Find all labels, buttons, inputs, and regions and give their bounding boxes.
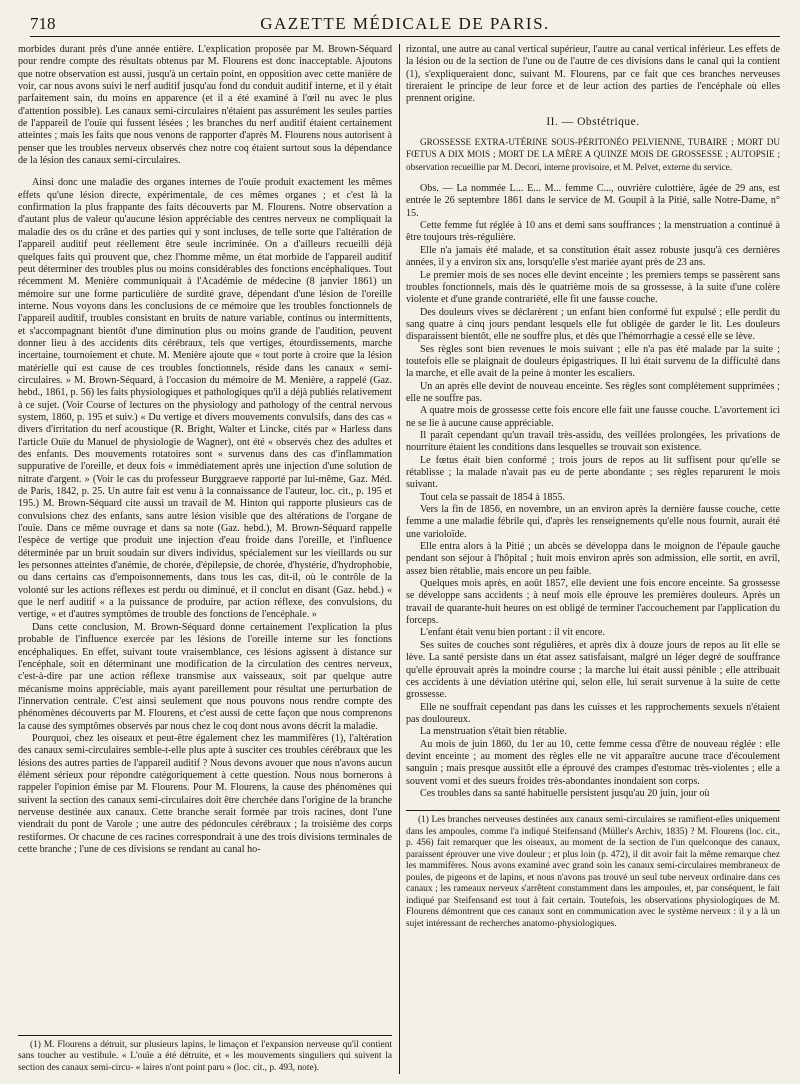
case-paragraph: Des douleurs vives se déclarèrent ; un enfant bien conformé fut expulsé ; elle perdit du sang quatre à cinq jours pendant lesquels elle fut obligée de garder le lit. Les douleurs disparaissent bientôt, elle ne souffre plus, et dès que l'hémorrhagie a cessé elle se lève.	[406, 306, 780, 343]
left-paragraph-1: morbides durant près d'une année entière. L'explication proposée par M. Brown-Séquard pour rendre compte des résultats obtenus par M. Flourens est donc inacceptable. Ajoutons que notre observation est aussi, jusqu'à un certain point, en opposition avec cette manière de voir, car nous avons suivi le nerf auditif jusqu'au fond du conduit auditif interne, et il y était parfaitement sain, du moins en apparence (et il a été examiné à l'œil nu avec le plus d'attention possible). Les canaux semi-circulaires n'étaient pas assurément les seules parties de l'appareil de l'ouïe qui fussent lésées ; les branches du nerf auditif étaient certainement atteintes ; mais les faits que nous venons de rapporter d'après M. Flourens nous autorisent à penser que les troubles nerveux observés chez notre coq étaient surtout sous la dépendance de la lésion des canaux semi-circulaires.	[18, 44, 392, 167]
left-footnotes	[18, 1035, 392, 1075]
case-paragraph: Tout cela se passait de 1854 à 1855.	[420, 491, 566, 503]
page-number: 718	[30, 14, 56, 33]
case-paragraph: La menstruation s'était bien rétablie.	[420, 726, 567, 738]
right-footnote-1: (1) Les branches nerveuses destinées aux canaux semi-circulaires se ramifient-elles uniquement dans les ampoules, comme l'a indiqué Steifensand (Müller's Archiv, 1835) ? M. Flourens (loc. cit., p. 456) fait remarquer que les oiseaux, au moment de la section de l'un quelconque des canaux, paraissent éprouver une vive douleur ; et plus loin (p. 472), il dit avoir fait la même remarque chez les mammifères. Nous avons examiné avec grand soin les canaux semi-circulaires membraneux de poules, de pigeons et de lapins, et nous n'avons pas trouvé un seul tube nerveux ordinaire dans ces canaux ; les rameaux nerveux s'arrêtent constamment dans les ampoules, et, par conséquent, le fait indiqué par Steifensand est tout à fait certain. Toutefois, les observations physiologiques de M. Flourens démontrent que ces canaux sont en communication avec le système nerveux : il y a là un sujet intéressant de recherches anatomo-physiologiques.	[406, 815, 780, 929]
left-paragraph-2: Ainsi donc une maladie des organes internes de l'ouïe produit exactement les mêmes effets qu'une lésion directe, expérimentale, de ces mêmes organes ; et c'est là la confirmation la plus frappante des faits découverts par M. Flourens. Notre observation a d'autant plus de valeur qu'aucune lésion appréciable des centres nerveux ne compliquait la maladie des os du crâne et des parties qui y sont incluses, de telle sorte que l'altération de l'appareil auditif peut réellement être seule incriminée. On a d'ailleurs recueilli déjà quelques faits qui prouvent que, chez l'homme même, un état morbide de l'appareil auditif peut déterminer des troubles plus ou moins considérables des fonctions encéphaliques. Tout récemment M. Menière communiquait à l'Académie de médecine (8 janvier 1861) un mémoire sur une forme particulière de surdité grave, dépendant d'une lésion de l'oreille interne. Nous voyons dans les conclusions de ce mémoire que les troubles fonctionnels de l'appareil auditif, troubles consistant en bruits de nature variable, continus ou intermittents, et s'accompagnant bientôt d'une diminution plus ou moins grande de l'audition, peuvent donner lieu à des accidents dits cérébraux, tels que vertiges, étourdissements, marche incertaine, tournoiement et chute. M. Menière ajoute que « tout porte à croire que la lésion matérielle qui est cause de ces troubles fonctionnels, réside dans les canaux « semi-circulaires. » M. Brown-Séquard, à l'occasion du mémoire de M. Menière, a rappelé (Gaz. hebd., 1861, p. 56) les faits physiologiques et pathologiques qu'il a déjà publiés relativement à ce sujet. (Voir Course of lectures on the physiology and pathology of the central nervous system, 1860, p. 195 et suiv.) « Du vertige et divers mouvements convulsifs, dans des cas « divers d'irritation du nerf acoustique (R. Bright, Walter et Lincke, cités par « Harless dans l'article Ouïe du Manuel de physiologie de Wagner), ont été « observés chez des adultes et des enfants. Des mouvements rotatoires sont « survenus dans des cas d'inflammation suppurative de l'oreille, et deux fois « immédiatement après une injection d'une solution de nitrate d'argent. » (Voir le cas du professeur Burggraeve rapporté par lui-même, Gaz. Méd. de Paris, 1842, p. 25. Un autre fait est venu à la connaissance de l'auteur, loc. cit., p. 195 et 195.) M. Brown-Séquard cite aussi un travail de M. Hinton qui rapporte plusieurs cas de convulsions chez des enfants, sans autre lésion visible que des altérations de l'organe de l'ouïe. Dans ce même ouvrage et dans sa note (Gaz. hebd.), M. Brown-Séquard rappelle l'espèce de vertige que produit une injection d'eau froide dans l'oreille, et l'influence déterminée par un bruit soudain sur divers individus, spécialement sur les vieillards ou sur les personnes atteintes d'anémie, de chorée, d'épilepsie, de chorée, d'hystérie, d'hydrophobie, ou dans certains cas d'empoisonnements, dans tous les cas, dit-il, où le contrôle de la volonté sur les actions réflexes est perdu ou diminué, et il conclut en disant (Gaz. hebd.) « que le nerf auditif « a la puissance de produire, par action réflexe, des convulsions, du vertige, « et d'autres symptômes de trouble des fonctions de l'encéphale. »	[18, 177, 392, 621]
journal-title: GAZETTE MÉDICALE DE PARIS.	[260, 14, 550, 33]
case-paragraph: Elle entra alors à la Pitié ; un abcès se développa dans le moignon de l'épaule gauche pendant son séjour à l'hôpital ; huit mois environ après son admission, elle sortit, en avril, assez bien rétablie, mais encore un peu faible.	[406, 541, 780, 577]
case-paragraph: Il paraît cependant qu'un travail très-assidu, des veillées prolongées, les privations de nourriture étaient les conditions dans lesquelles se trouvait son existence.	[406, 429, 780, 454]
case-paragraph: Quelques mois après, en août 1857, elle devient une fois encore enceinte. Sa grossesse se développe sans accidents ; à neuf mois elle éprouve les premières douleurs. Après un travail de quarante-huit heures on est obligé de terminer l'accouchement par l'application du forceps.	[406, 578, 780, 627]
column-divider	[399, 44, 400, 1074]
case-paragraph: L'enfant était venu bien portant : il vit encore.	[420, 627, 605, 639]
case-paragraph: Elle ne souffrait cependant pas dans les cuisses et les rapprochements sexuels n'étaient pas douloureux.	[406, 701, 780, 725]
article-title: GROSSESSE EXTRA-UTÉRINE SOUS-PÉRITONÉO PELVIENNE, TUBAIRE ; MORT DU FŒTUS A DIX MOIS ; MORT DE LA MÈRE A QUINZE MOIS DE GROSSESSE ; AUTOPSIE ; observation recueillie par M. Decori, interne provisoire, et M. Pelvet, externe du service.	[406, 137, 780, 172]
right-column	[406, 44, 780, 1074]
case-paragraph: Vers la fin de 1856, en novembre, un an environ après la dernière fausse couche, cette femme a une maladie fébrile qui, d'après les renseignements qu'elle nous fournit, aurait été une varioloïde.	[406, 504, 780, 540]
page-header	[30, 10, 780, 37]
case-paragraph: Ses suites de couches sont régulières, et après dix à douze jours de repos au lit elle se lève. La santé persiste dans un état assez satisfaisant, malgré un léger degré de souffrance qu'elle éprouvait après la moindre course ; la marche lui était aussi pénible ; elle attribuait ces accidents à une déviation utérine qui, selon elle, lui serait survenue à la suite de cette grossesse.	[406, 639, 780, 701]
case-paragraph: Un an après elle devint de nouveau enceinte. Ses règles sont complétement supprimées ; elle ne souffre pas.	[406, 380, 780, 404]
case-paragraph: Le fœtus était bien conformé ; trois jours de repos au lit suffisent pour qu'elle se rétablisse ; la malade n'avait pas eu de perte abondante ; ses règles reparurent le mois suivant.	[406, 454, 780, 491]
case-paragraph: Obs. — La nommée L... E... M... femme C..., ouvrière culottière, âgée de 29 ans, est entrée le 26 septembre 1861 dans le service de M. Goupil à la Pitié, salle Notre-Dame, n° 15.	[406, 183, 780, 219]
case-paragraph: Ses règles sont bien revenues le mois suivant ; elle n'a pas été malade par la suite ; toutefois elle se plaignait de douleurs épigastriques. Il lui était survenu de la difficulté dans la marche, et elle avait de la peine à monter les escaliers.	[406, 343, 780, 380]
left-paragraph-4: Pourquoi, chez les oiseaux et peut-être également chez les mammifères (1), l'altération des canaux semi-circulaires semble-t-elle plus apte à susciter ces troubles cérébraux que les lésions des autres parties de l'appareil auditif ? Nous devons avouer que nous n'avons aucun élément sérieux pour répondre catégoriquement à cette question. Nous nous bornerons à rappeler l'opinion émise par M. Flourens. Pour M. Flourens, la cause des phénomènes qui suivent la section des canaux semi-circulaires doit être cherchée dans l'origine de la branche nerveuse destinée aux canaux. Cette branche serait formée par trois racines, dont l'une viendrait du pont de Varole ; une autre des pédoncules cérébraux ; la troisième des corps restiformes. Or chacune de ces racines correspondrait à une des trois divisions terminales de cette branche ; l'une de ces divisions se rendant au canal ho-	[18, 732, 392, 855]
section-heading: II. — Obstétrique.	[546, 115, 640, 128]
left-footnote-1: (1) M. Flourens a détruit, sur plusieurs lapins, le limaçon et l'expansion nerveuse qu'il contient sans toucher au vestibule. « L'ouïe a été détruite, et « les mouvements singuliers qui suivent la section des canaux semi-circu- « laires n'ont point paru » (loc. cit., p. 493, note).	[18, 1039, 392, 1073]
left-column	[18, 44, 392, 1074]
left-paragraph-3: Dans cette conclusion, M. Brown-Séquard donne certainement l'explication la plus probable de l'influence exercée par les lésions de l'oreille interne sur les fonctions encéphaliques. En effet, suivant toute vraisemblance, ces lésions agissent à distance sur l'encéphale, soit en déterminant une modification de la circulation des centres nerveux, c'est-à-dire par une action réflexe transmise aux vaisseaux, soit par quelque autre mécanisme moins appréciable, mais ayant pareillement pour résultat une perturbation de l'innervation centrale. C'est ainsi seulement que nous pouvons nous rendre compte des phénomènes découverts par M. Flourens, et c'est aussi de cette façon que nous comprenons la cause des symptômes observés par nous chez le coq dont nous avons décrit la maladie.	[18, 621, 392, 732]
case-paragraph: A quatre mois de grossesse cette fois encore elle fait une fausse couche. L'avortement ici ne se lie à aucune cause appréciable.	[406, 405, 780, 429]
case-paragraph: Elle n'a jamais été malade, et sa constitution était assez robuste jusqu'à ces dernières années, il y a environ six ans, lorsqu'elle s'est mariée ayant près de 23 ans.	[406, 244, 780, 269]
case-paragraph: Cette femme fut réglée à 10 ans et demi sans souffrances ; la menstruation a continué à être toujours très-régulière.	[406, 220, 780, 244]
right-footnotes	[406, 810, 780, 930]
case-paragraph: Ces troubles dans sa santé habituelle persistent jusqu'au 20 juin, jour où	[420, 787, 710, 799]
case-paragraph: Le premier mois de ses noces elle devint enceinte ; les premiers temps se passèrent sans troubles fonctionnels, mais dès le quatrième mois de sa grossesse, à la suite d'une colère violente et d'une grande contrariété, elle fit une fausse couche.	[406, 269, 780, 306]
right-paragraph-1: rizontal, une autre au canal vertical supérieur, l'autre au canal vertical inférieur. Les effets de la lésion ou de la section de l'une ou de l'autre de ces divisions dans le canal qui la contient (1), s'expliqueraient donc, suivant M. Flourens, par ce fait que ces branches nerveuses tireraient le principe de leur force et de leur action des parties de l'encéphale où elles prennent origine.	[406, 44, 780, 105]
case-paragraph: Au mois de juin 1860, du 1er au 10, cette femme cessa d'être de nouveau réglée : elle devint enceinte ; au moment des règles elle ne vit apparaître aucune trace d'écoulement sanguin ; mais presque aussitôt elle a éprouvé des crampes d'estomac très-violentes ; elle a souvent vomi et des sueurs froides très-abondantes inondaient son corps.	[406, 738, 780, 787]
